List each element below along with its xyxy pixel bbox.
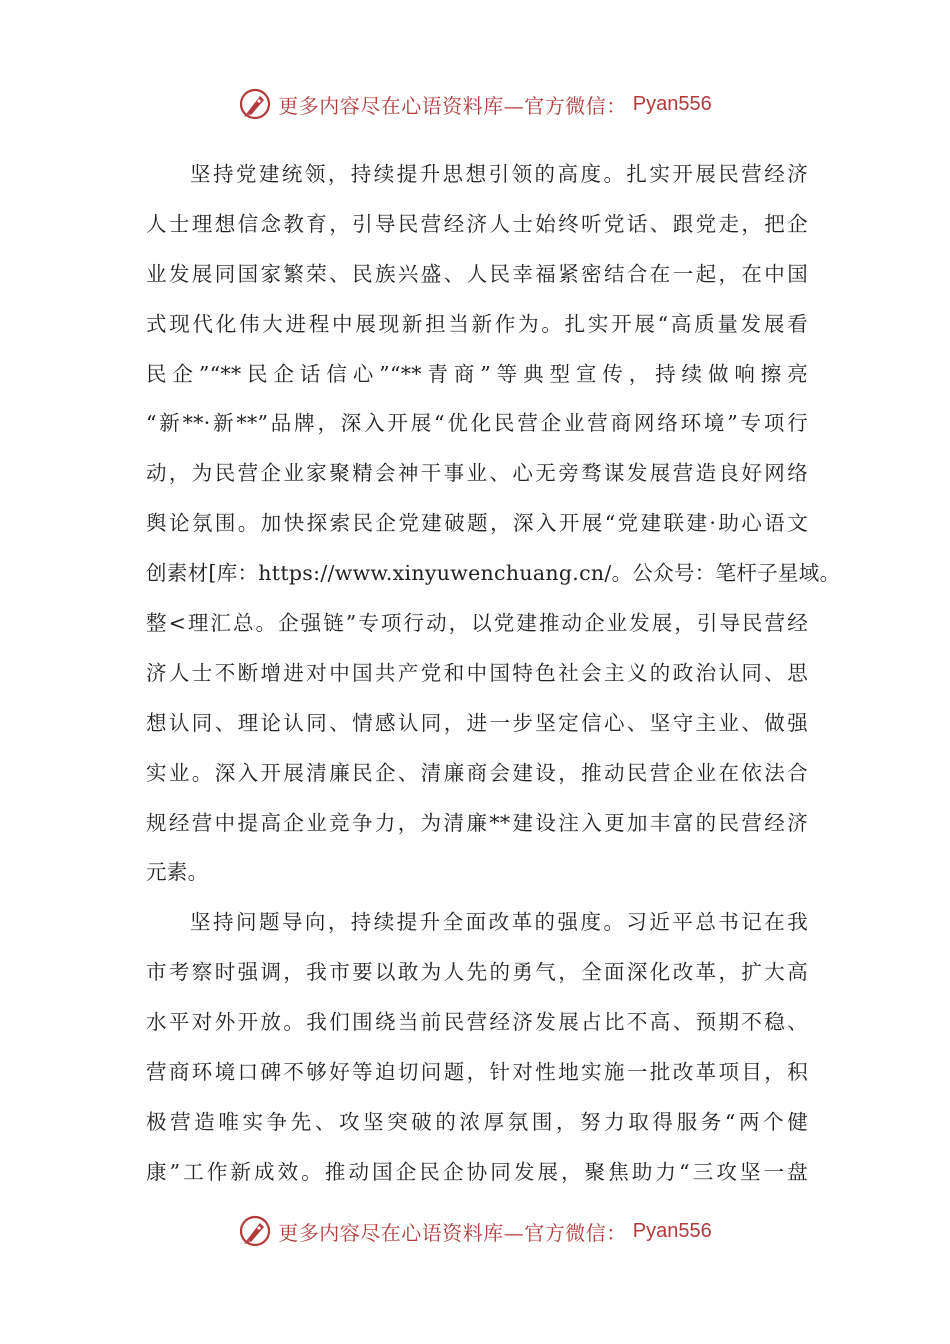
- text-line: 式现代化伟大进程中展现新担当新作为。扎实开展“高质量发展看: [146, 311, 808, 336]
- text-line: 济人士不断增进对中国共产党和中国特色社会主义的政治认同、思: [146, 660, 808, 685]
- text-line: 元素。: [146, 860, 209, 885]
- text-line: 市考察时强调，我市要以敢为人先的勇气，全面深化改革，扩大高: [146, 960, 808, 985]
- text-line: 创素材[库：https://www.xinyuwenchuang.cn/。公众号：笔杆子星域。: [146, 561, 841, 586]
- text-line: 民企”“**民企话信心”“**青商”等典型宣传，持续做响擦亮: [146, 361, 808, 386]
- text-line: 坚持党建统领，持续提升思想引领的高度。扎实开展民营经济: [190, 162, 808, 186]
- banner-text: 更多内容尽在心语资料库—官方微信：: [278, 1220, 627, 1245]
- text-line: 水平对外开放。我们围绕当前民营经济发展占比不高、预期不稳、: [146, 1010, 808, 1035]
- header-banner: [0, 84, 950, 124]
- banner-text: 更多内容尽在心语资料库—官方微信：: [278, 93, 627, 118]
- banner-wechat-handle: Pyan556: [632, 92, 712, 115]
- document-body: [146, 150, 841, 1198]
- text-line: 极营造唯实争先、攻坚突破的浓厚氛围，努力取得服务“两个健: [146, 1109, 808, 1134]
- text-line: 营商环境口碑不够好等迫切问题，针对性地实施一批改革项目，积: [146, 1060, 808, 1085]
- text-line: 坚持问题导向，持续提升全面改革的强度。习近平总书记在我: [190, 910, 808, 935]
- text-line: 康”工作新成效。推动国企民企协同发展，聚焦助力“三攻坚一盘: [146, 1159, 808, 1184]
- footer-banner: [0, 1211, 950, 1251]
- text-line: 人士理想信念教育，引导民营经济人士始终听党话、跟党走，把企: [146, 211, 808, 236]
- text-line: 规经营中提高企业竞争力，为清廉**建设注入更加丰富的民营经济: [146, 810, 808, 835]
- pen-nib-logo-icon: [238, 1214, 272, 1248]
- text-line: 动，为民营企业家聚精会神干事业、心无旁骛谋发展营造良好网络: [146, 461, 808, 486]
- text-line: “新**·新**”品牌，深入开展“优化民营企业营商网络环境”专项行: [146, 411, 808, 436]
- text-line: 想认同、理论认同、情感认同，进一步坚定信心、坚守主业、做强: [146, 710, 808, 735]
- pen-nib-logo-icon: [238, 87, 272, 121]
- text-line: 业发展同国家繁荣、民族兴盛、人民幸福紧密结合在一起，在中国: [146, 261, 808, 286]
- text-line: 整<理汇总。企强链”专项行动，以党建推动企业发展，引导民营经: [146, 611, 808, 636]
- text-line: 实业。深入开展清廉民企、清廉商会建设，推动民营企业在依法合: [146, 760, 808, 785]
- text-line: 舆论氛围。加快探索民企党建破题，深入开展“党建联建·助心语文: [146, 511, 808, 536]
- banner-wechat-handle: Pyan556: [632, 1219, 712, 1242]
